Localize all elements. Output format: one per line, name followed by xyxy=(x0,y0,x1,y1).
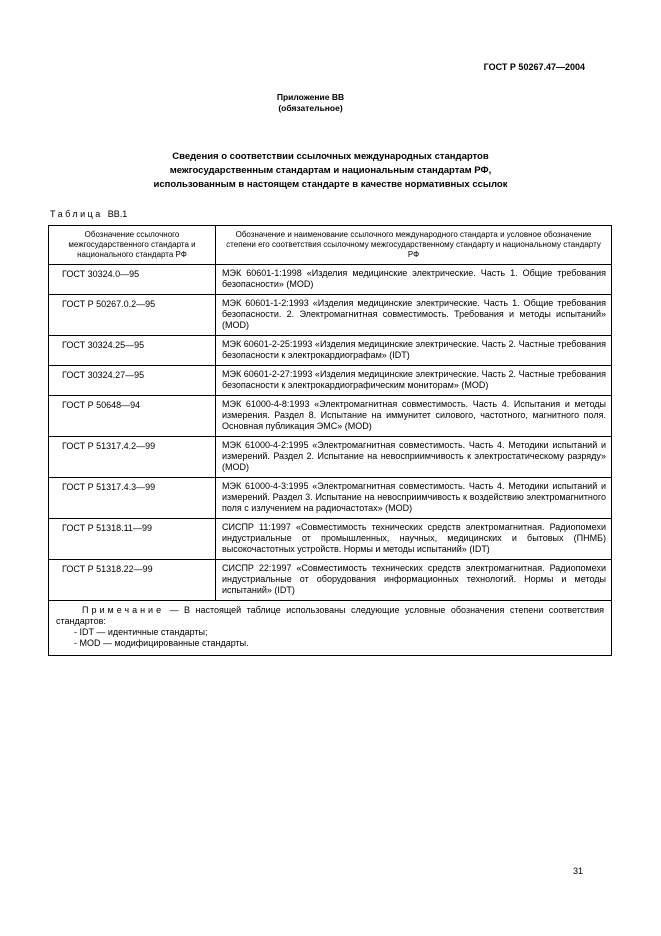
table-row xyxy=(49,295,612,336)
page-number: 31 xyxy=(572,866,583,876)
note-item: - MOD — модифицированные стандарты. xyxy=(74,638,249,648)
gost-cell: ГОСТ Р 51317.4.3—99 xyxy=(49,478,216,519)
desc-cell: МЭК 60601-2-25:1993 «Изделия медицинские электрические. Часть 2. Частные требования безопасности к электрокардиографам» (IDT) xyxy=(216,336,612,366)
gost-cell: ГОСТ Р 51318.22—99 xyxy=(49,560,216,601)
desc-cell: СИСПР 11:1997 «Совместимость технических средств электромагнитная. Радиопомехи индустриальные от промышленных, научных, медицинских и бытовых (ПНМБ) высокочастотных устройств. Нормы и методы испытаний» (IDT) xyxy=(216,519,612,560)
desc-cell: МЭК 61000-4-3:1995 «Электромагнитная совместимость. Часть 4. Методики испытаний и измерений. Раздел 3. Испытание на невосприимчивость к воздействию электромагнитного поля с излучением на радиочастотах» (MOD) xyxy=(216,478,612,519)
table-row xyxy=(49,396,612,437)
gost-cell: ГОСТ Р 50267.0.2—95 xyxy=(49,295,216,336)
gost-cell: ГОСТ 30324.0—95 xyxy=(49,265,216,295)
page-title-line-1: Сведения о соответствии ссылочных международных стандартов xyxy=(172,151,489,162)
table-row xyxy=(49,437,612,478)
gost-cell: ГОСТ Р 51317.4.2—99 xyxy=(49,437,216,478)
table-row xyxy=(49,519,612,560)
page-title-line-3: использованным в настоящем стандарте в качестве нормативных ссылок xyxy=(153,179,508,190)
desc-cell: МЭК 60601-1:1998 «Изделия медицинские электрические. Часть 1. Общие требования безопасности» (MOD) xyxy=(216,265,612,295)
note-text: — В настоящей таблице использованы следующие условные обозначения степени соответствия стандартов: xyxy=(56,605,604,626)
note-label: Примечание xyxy=(82,605,165,615)
desc-cell: МЭК 60601-2-27:1993 «Изделия медицинские электрические. Часть 2. Частные требования безопасности к электрокардиографическим мониторам» (MOD) xyxy=(216,366,612,396)
table-row xyxy=(49,366,612,396)
gost-cell: ГОСТ 30324.27—95 xyxy=(49,366,216,396)
appendix-title: Приложение ВВ xyxy=(276,92,345,102)
desc-cell: МЭК 60601-1-2:1993 «Изделия медицинские электрические. Часть 1. Общие требования безопасности. 2. Электромагнитная совместимость. Требования и методы испытаний» (MOD) xyxy=(216,295,612,336)
standards-table xyxy=(48,225,612,656)
table-row xyxy=(49,265,612,295)
doc-number: ГОСТ Р 50267.47—2004 xyxy=(483,62,585,72)
desc-cell: МЭК 61000-4-8:1993 «Электромагнитная совместимость. Часть 4. Испытания и методы измерения. Раздел 8. Испытание на иммунитет силового, частотного, магнитного поля. Основная публикация ЭМС» (MOD) xyxy=(216,396,612,437)
page-title xyxy=(70,150,591,192)
note-item: - IDT — идентичные стандарты; xyxy=(74,627,208,637)
page-title-line-2: межгосударственным стандартам и национальным стандартам РФ, xyxy=(169,165,492,176)
note-cell xyxy=(49,601,612,656)
appendix-subtitle: (обязательное) xyxy=(278,103,343,113)
col-header-gost: Обозначение ссылочного межгосударственного стандарта и национального стандарта РФ xyxy=(49,226,216,265)
desc-cell: СИСПР 22:1997 «Совместимость технических средств электромагнитная. Радиопомехи индустриальные от оборудования информационных технологий. Нормы и методы испытаний» (IDT) xyxy=(216,560,612,601)
table-header-row xyxy=(49,226,612,265)
desc-cell: МЭК 61000-4-2:1995 «Электромагнитная совместимость. Часть 4. Методики испытаний и измерений. Раздел 2. Испытание на невосприимчивость к электростатическому разряду» (MOD) xyxy=(216,437,612,478)
col-header-iec: Обозначение и наименование ссылочного международного стандарта и условное обозначение степени его соответствия ссылочному межгосударственному стандарту и национальному стандарту РФ xyxy=(216,226,612,265)
table-caption xyxy=(50,209,127,219)
note-row xyxy=(49,601,612,656)
gost-cell: ГОСТ Р 50648—94 xyxy=(49,396,216,437)
table-caption-number: ВВ.1 xyxy=(107,209,128,219)
note-paragraph xyxy=(56,605,604,627)
table-row xyxy=(49,336,612,366)
gost-cell: ГОСТ Р 51318.11—99 xyxy=(49,519,216,560)
table-caption-word: Таблица xyxy=(50,209,103,219)
table-row xyxy=(49,560,612,601)
table-row xyxy=(49,478,612,519)
gost-cell: ГОСТ 30324.25—95 xyxy=(49,336,216,366)
appendix-block xyxy=(0,92,621,114)
